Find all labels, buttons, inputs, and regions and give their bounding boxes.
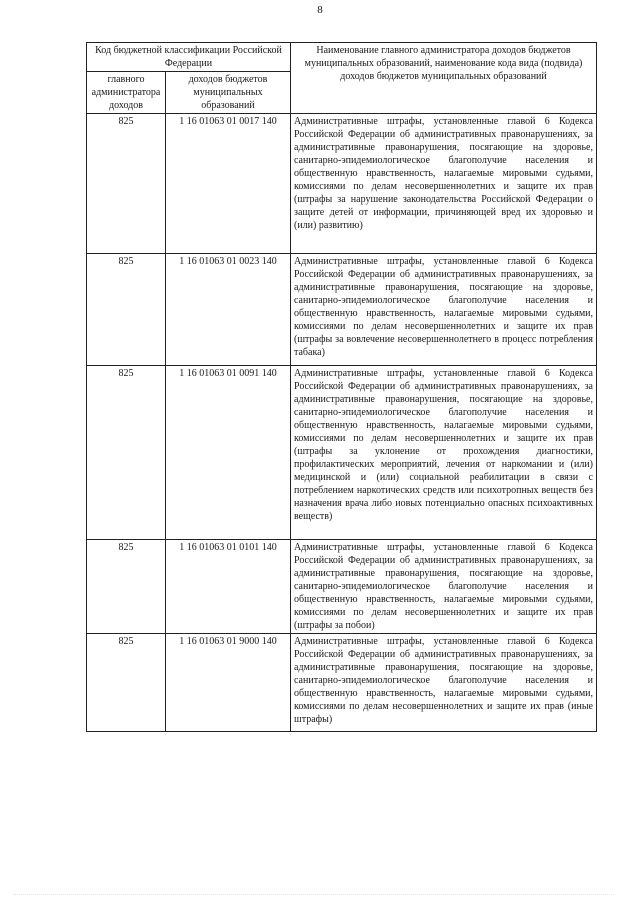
income-code-cell: 1 16 01063 01 0023 140 <box>166 254 291 366</box>
income-name-cell: Административные штрафы, установленные главой 6 Кодекса Российской Федерации об административных правонарушениях, за административные правонарушения, посягающие на здоровье, санитарно-эпидемиологическое благополучие населения и общественную нравственность, налагаемые мировыми судьями, комиссиями по делам несовершеннолетних и защите их прав (штрафы за нарушение законодательства Российской Федерации о защите детей от информации, причиняющей вред их здоровью и (или) развитию) <box>291 114 597 254</box>
admin-code-cell: 825 <box>87 254 166 366</box>
header-income-column: доходов бюджетов муниципальных образований <box>166 72 291 114</box>
admin-code-cell: 825 <box>87 114 166 254</box>
income-code-cell: 1 16 01063 01 9000 140 <box>166 634 291 732</box>
admin-code-cell: 825 <box>87 540 166 634</box>
income-code-cell: 1 16 01063 01 0101 140 <box>166 540 291 634</box>
table-row <box>87 254 597 366</box>
page-number: 8 <box>317 4 323 16</box>
header-code-group: Код бюджетной классификации Российской Федерации <box>87 43 291 72</box>
table-row <box>87 114 597 254</box>
income-name-cell: Административные штрафы, установленные главой 6 Кодекса Российской Федерации об административных правонарушениях, за административные правонарушения, посягающие на здоровье, санитарно-эпидемиологическое благополучие населения и общественную нравственность, налагаемые мировыми судьями, комиссиями по делам несовершеннолетних и защите их прав (штрафы за побои) <box>291 540 597 634</box>
header-name-column: Наименование главного администратора доходов бюджетов муниципальных образований, наименование кода вида (подвида) доходов бюджетов муниципальных образований <box>291 43 597 114</box>
budget-classification-table <box>86 42 597 732</box>
table-row <box>87 540 597 634</box>
admin-code-cell: 825 <box>87 634 166 732</box>
scan-footer-line <box>14 894 614 897</box>
header-admin-column: главного администратора доходов <box>87 72 166 114</box>
table-row <box>87 634 597 732</box>
income-name-cell: Административные штрафы, установленные главой 6 Кодекса Российской Федерации об административных правонарушениях, за административные правонарушения, посягающие на здоровье, санитарно-эпидемиологическое благополучие населения и общественную нравственность, налагаемые мировыми судьями, комиссиями по делам несовершеннолетних и защите их прав (штрафы за вовлечение несовершеннолетнего в процесс потребления табака) <box>291 254 597 366</box>
income-code-cell: 1 16 01063 01 0091 140 <box>166 366 291 540</box>
table-row <box>87 366 597 540</box>
income-code-cell: 1 16 01063 01 0017 140 <box>166 114 291 254</box>
income-name-cell: Административные штрафы, установленные главой 6 Кодекса Российской Федерации об административных правонарушениях, за административные правонарушения, посягающие на здоровье, санитарно-эпидемиологическое благополучие населения и общественную нравственность, налагаемые мировыми судьями, комиссиями по делам несовершеннолетних и защите их прав (штрафы за уклонение от прохождения диагностики, профилактических мероприятий, лечения от наркомании и (или) медицинской и (или) социальной реабилитации в связи с потреблением наркотических средств или психотропных веществ без назначения врача либо иовых потенциально опасных психоактивных веществ) <box>291 366 597 540</box>
income-name-cell: Административные штрафы, установленные главой 6 Кодекса Российской Федерации об административных правонарушениях, за административные правонарушения, посягающие на здоровье, санитарно-эпидемиологическое благополучие населения и общественную нравственность, налагаемые мировыми судьями, комиссиями по делам несовершеннолетних и защите их прав (иные штрафы) <box>291 634 597 732</box>
admin-code-cell: 825 <box>87 366 166 540</box>
